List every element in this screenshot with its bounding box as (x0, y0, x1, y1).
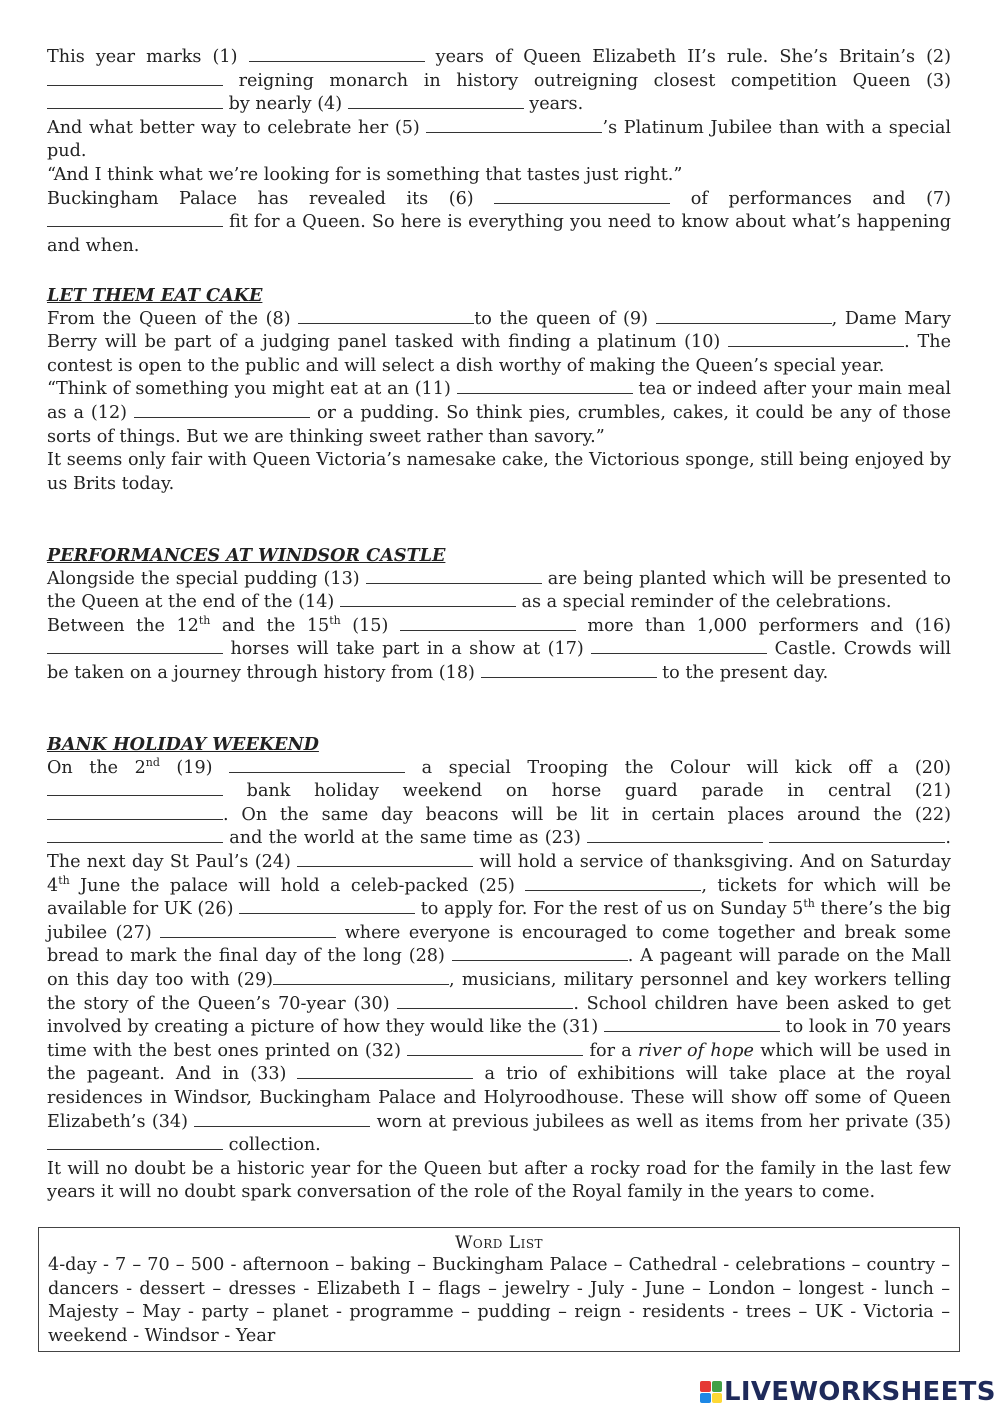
text: a trio of exhibitions will take place at the royal residences in Windsor, Buckingham Palace and Holyroodhouse. These will show off some of Queen Elizabeth’s (34) (47, 1064, 952, 1132)
text: reigning monarch in history outreigning closest competition Queen (3) (223, 70, 951, 91)
superscript: th (58, 873, 70, 887)
logo-square-green (712, 1381, 723, 1392)
intro-section (47, 46, 951, 258)
text: (15) (340, 615, 400, 636)
text: by nearly (4) (223, 94, 348, 115)
intro-paragraph-1 (47, 46, 951, 117)
text: , tickets for which will be available for UK (26) (47, 875, 952, 920)
cake-section (47, 284, 951, 496)
blank-6[interactable] (494, 189, 670, 204)
text: worn at previous jubilees as well as items from her private (35) (370, 1111, 951, 1132)
blank-4[interactable] (348, 94, 524, 109)
blank-8[interactable] (298, 309, 474, 324)
text: a special Trooping the Colour will kick off a (20) (405, 757, 951, 778)
liveworksheets-logo (700, 1378, 996, 1406)
text: , musicians, military personnel and key workers telling the story of the Queen’s 70-year (30) (47, 969, 952, 1014)
text: of performances and (7) (670, 188, 951, 209)
text: , Dame Mary Berry will be part of a judging panel tasked with finding a platinum (10) (47, 308, 951, 353)
text: . The contest is open to the public and will select a dish worthy of making the Queen’s special year. (47, 332, 951, 376)
text: and the 15 (210, 615, 330, 636)
blank-9[interactable] (656, 309, 832, 324)
word-list-box (38, 1227, 960, 1352)
text: And what better way to celebrate her (5) (47, 117, 427, 138)
logo-square-red (700, 1381, 711, 1392)
section-heading: BANK HOLIDAY WEEKEND (47, 734, 319, 755)
superscript: th (198, 613, 211, 627)
text: From the Queen of the (8) (47, 308, 299, 329)
blank-33[interactable] (297, 1064, 473, 1079)
intro-paragraph-3 (47, 188, 951, 259)
blank-26[interactable] (239, 899, 415, 914)
text: to the queen of (9) (474, 308, 656, 329)
blank-23b[interactable] (769, 828, 945, 843)
text: years. (523, 94, 584, 115)
text: are being planted which will be presented to the Queen at the end of the (14) (47, 568, 951, 613)
text: more than 1,000 performers and (16) (575, 615, 952, 636)
blank-23a[interactable] (587, 828, 763, 843)
text: which will be used in the pageant. And in (33) (47, 1040, 952, 1085)
blank-7[interactable] (47, 212, 223, 227)
italic-phrase: river of hope (637, 1040, 754, 1061)
text: ’s Platinum Jubilee than with a special pud. (47, 117, 951, 162)
blank-34[interactable] (194, 1112, 370, 1127)
superscript: th (329, 613, 341, 627)
text: This year marks (1) (47, 47, 249, 67)
blank-21[interactable] (47, 805, 223, 820)
blank-35[interactable] (47, 1135, 223, 1150)
logo-square-blue (700, 1393, 711, 1404)
text: there’s the big jubilee (27) (47, 899, 951, 943)
text: fit for a Queen. So here is everything you need to know about what’s happening and when. (47, 212, 951, 256)
blank-30[interactable] (397, 994, 573, 1009)
text: bank holiday weekend on horse guard parade in central (21) (223, 781, 951, 802)
blank-31[interactable] (604, 1017, 780, 1032)
windsor-section (47, 544, 951, 686)
blank-24[interactable] (297, 852, 473, 867)
text: On the 2 (47, 757, 146, 778)
blank-14[interactable] (340, 592, 516, 607)
text: . The next day St Paul’s (24) (47, 828, 952, 872)
bank-holiday-section (47, 733, 951, 1205)
text: collection. (223, 1135, 321, 1156)
text: Between the 12 (47, 615, 199, 636)
blank-16[interactable] (47, 639, 223, 654)
section-heading: LET THEM EAT CAKE (47, 285, 263, 306)
logo-text: LIVEWORKSHEETS (724, 1377, 996, 1407)
text: tea or indeed after your main meal as a (12) (47, 379, 952, 423)
text: for a (583, 1040, 638, 1061)
bank-paragraph-1 (47, 757, 951, 1158)
text: will hold a service of thanksgiving. And on Saturday 4 (47, 851, 951, 896)
blank-12[interactable] (134, 403, 310, 418)
text: to look in 70 years time with the best ones printed on (32) (47, 1017, 951, 1061)
text: June the palace will hold a celeb-packed (25) (69, 875, 526, 896)
text: . School children have been asked to get involved by creating a picture of how they would like the (31) (47, 993, 951, 1038)
intro-quote: “And I think what we’re looking for is something that tastes just right.” (47, 164, 683, 185)
logo-icon (700, 1381, 722, 1403)
superscript: th (803, 897, 815, 911)
blank-32[interactable] (407, 1041, 583, 1056)
text: Castle. Crowds will be taken on a journey through history from (18) (47, 639, 951, 683)
intro-paragraph-2 (47, 117, 951, 164)
word-list-title: Word List (454, 1233, 544, 1253)
blank-15[interactable] (400, 616, 576, 631)
blank-10[interactable] (728, 332, 904, 347)
text: and the world at the same time as (23) (223, 828, 588, 849)
blank-29[interactable] (273, 970, 449, 985)
text: (19) (159, 757, 230, 778)
cake-paragraph-3: It seems only fair with Queen Victoria’s namesake cake, the Victorious sponge, still being enjoyed by us Brits today. (47, 450, 951, 494)
text: as a special reminder of the celebrations. (515, 592, 892, 613)
text: years of Queen Elizabeth II’s rule. She’s Britain’s (2) (424, 47, 951, 67)
blank-20[interactable] (47, 781, 223, 796)
windsor-paragraph-2 (47, 615, 951, 686)
cake-paragraph-1 (47, 308, 951, 379)
text: to the present day. (656, 662, 829, 683)
blank-13[interactable] (366, 569, 542, 584)
blank-27[interactable] (160, 923, 336, 938)
blank-3[interactable] (47, 94, 223, 109)
blank-28[interactable] (452, 946, 628, 961)
text: to apply for. For the rest of us on Sunday 5 (415, 899, 804, 920)
logo-square-yellow (712, 1393, 723, 1404)
blank-1[interactable] (249, 47, 425, 62)
cake-paragraph-2 (47, 378, 951, 449)
superscript: nd (145, 755, 160, 769)
word-list-text: 4-day - 7 – 70 – 500 - afternoon – baking – Buckingham Palace – Cathedral - celebrations – country – dancers - dessert – dresses - Elizabeth I – flags – jewelry - July - June – London – longest - lunch – Majesty – May - party – planet - programme – pudding – reign - residents - trees – UK - Victoria – weekend - Windsor - Year (48, 1255, 950, 1346)
blank-5[interactable] (426, 118, 602, 133)
text: . A pageant will parade on the Mall on this day too with (29) (47, 946, 951, 990)
blank-2[interactable] (47, 71, 223, 86)
text: “Think of something you might eat at an (11) (47, 379, 457, 400)
closing-paragraph: It will no doubt be a historic year for the Queen but after a rocky road for the family in the last few years it will no doubt spark conversation of the role of the Royal family in the years to come. (47, 1158, 951, 1203)
text: Buckingham Palace has revealed its (6) (47, 188, 495, 209)
blank-25[interactable] (525, 876, 701, 891)
blank-22[interactable] (47, 828, 223, 843)
text: where everyone is encouraged to come together and break some bread to mark the final day of the long (28) (47, 922, 951, 967)
text: or a pudding. So think pies, crumbles, cakes, it could be any of those sorts of things. But we are thinking sweet rather than savory.” (47, 402, 951, 447)
blank-17[interactable] (591, 639, 767, 654)
blank-11[interactable] (457, 379, 633, 394)
text: Alongside the special pudding (13) (47, 568, 366, 589)
text: . On the same day beacons will be lit in certain places around the (22) (223, 804, 951, 825)
windsor-paragraph-1 (47, 568, 951, 615)
text: horses will take part in a show at (17) (223, 639, 592, 660)
blank-19[interactable] (229, 758, 405, 773)
blank-18[interactable] (481, 663, 657, 678)
section-heading: PERFORMANCES AT WINDSOR CASTLE (47, 545, 446, 566)
